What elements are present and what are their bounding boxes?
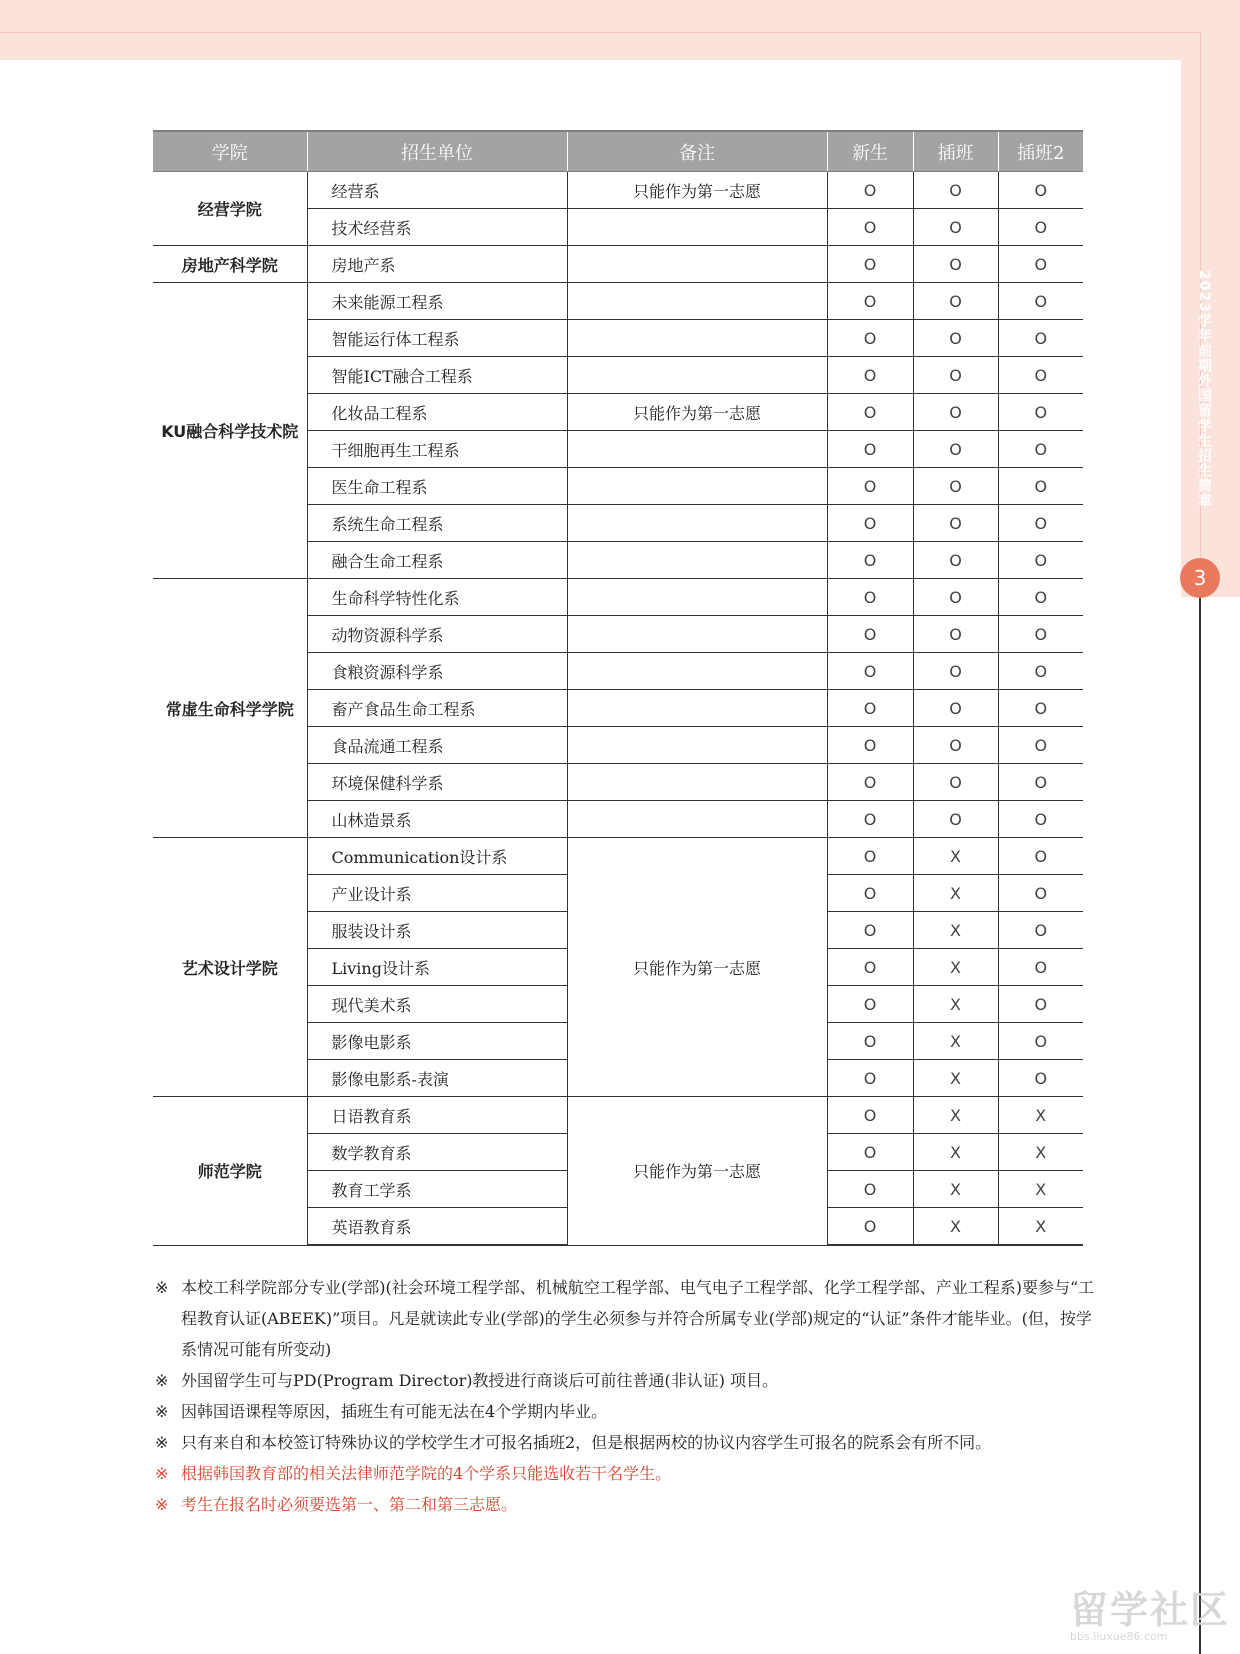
unit-cell: 畜产食品生命工程系 xyxy=(307,690,567,727)
transfer2-mark: O xyxy=(998,653,1083,690)
transfer-mark: O xyxy=(913,505,998,542)
unit-cell: 智能ICT融合工程系 xyxy=(307,357,567,394)
transfer-mark: O xyxy=(913,727,998,764)
unit-cell: 房地产系 xyxy=(307,246,567,283)
header-transfer2: 插班2 xyxy=(998,131,1083,172)
footnote xyxy=(155,1427,1095,1458)
note-cell xyxy=(567,246,827,283)
unit-cell: 日语教育系 xyxy=(307,1097,567,1134)
transfer-mark: O xyxy=(913,690,998,727)
note-cell xyxy=(567,431,827,468)
transfer-mark: O xyxy=(913,283,998,320)
transfer2-mark: O xyxy=(998,468,1083,505)
transfer2-mark: O xyxy=(998,838,1083,875)
freshman-mark: O xyxy=(827,764,913,801)
freshman-mark: O xyxy=(827,431,913,468)
transfer2-mark: X xyxy=(998,1208,1083,1246)
college-cell: KU融合科学技术院 xyxy=(153,283,307,579)
unit-cell: 食粮资源科学系 xyxy=(307,653,567,690)
transfer2-mark: O xyxy=(998,875,1083,912)
table-row xyxy=(153,838,1083,875)
table-row xyxy=(153,172,1083,209)
transfer2-mark: O xyxy=(998,209,1083,246)
note-cell xyxy=(567,801,827,838)
freshman-mark: O xyxy=(827,949,913,986)
unit-cell: Communication设计系 xyxy=(307,838,567,875)
note-cell xyxy=(567,690,827,727)
transfer2-mark: O xyxy=(998,320,1083,357)
transfer-mark: X xyxy=(913,912,998,949)
header-transfer: 插班 xyxy=(913,131,998,172)
note-cell xyxy=(567,320,827,357)
freshman-mark: O xyxy=(827,1060,913,1097)
unit-cell: 山林造景系 xyxy=(307,801,567,838)
freshman-mark: O xyxy=(827,801,913,838)
unit-cell: 英语教育系 xyxy=(307,1208,567,1246)
transfer-mark: O xyxy=(913,172,998,209)
top-decor-band xyxy=(0,0,1240,60)
transfer-mark: O xyxy=(913,320,998,357)
header-note: 备注 xyxy=(567,131,827,172)
unit-cell: 数学教育系 xyxy=(307,1134,567,1171)
freshman-mark: O xyxy=(827,690,913,727)
transfer-mark: X xyxy=(913,986,998,1023)
unit-cell: Living设计系 xyxy=(307,949,567,986)
unit-cell: 化妆品工程系 xyxy=(307,394,567,431)
unit-cell: 影像电影系 xyxy=(307,1023,567,1060)
note-cell: 只能作为第一志愿 xyxy=(567,172,827,209)
footnote-text: 根据韩国教育部的相关法律师范学院的4个学系只能选收若干名学生。 xyxy=(181,1464,672,1483)
college-cell: 房地产科学院 xyxy=(153,246,307,283)
note-cell: 只能作为第一志愿 xyxy=(567,838,827,1097)
transfer-mark: O xyxy=(913,209,998,246)
unit-cell: 干细胞再生工程系 xyxy=(307,431,567,468)
freshman-mark: O xyxy=(827,875,913,912)
transfer-mark: O xyxy=(913,653,998,690)
transfer2-mark: O xyxy=(998,949,1083,986)
frame-line xyxy=(0,32,1200,33)
college-cell: 艺术设计学院 xyxy=(153,838,307,1097)
note-cell xyxy=(567,764,827,801)
freshman-mark: O xyxy=(827,1208,913,1246)
transfer-mark: X xyxy=(913,838,998,875)
transfer2-mark: X xyxy=(998,1171,1083,1208)
transfer2-mark: O xyxy=(998,357,1083,394)
transfer2-mark: O xyxy=(998,616,1083,653)
freshman-mark: O xyxy=(827,246,913,283)
transfer-mark: X xyxy=(913,949,998,986)
unit-cell: 食品流通工程系 xyxy=(307,727,567,764)
transfer-mark: O xyxy=(913,764,998,801)
freshman-mark: O xyxy=(827,209,913,246)
unit-cell: 产业设计系 xyxy=(307,875,567,912)
watermark-logo: 留学社区 xyxy=(1070,1588,1231,1632)
unit-cell: 智能运行体工程系 xyxy=(307,320,567,357)
freshman-mark: O xyxy=(827,468,913,505)
footnote xyxy=(155,1396,1095,1427)
footnotes xyxy=(155,1272,1095,1520)
unit-cell: 服装设计系 xyxy=(307,912,567,949)
transfer2-mark: O xyxy=(998,246,1083,283)
freshman-mark: O xyxy=(827,986,913,1023)
transfer2-mark: O xyxy=(998,172,1083,209)
freshman-mark: O xyxy=(827,1023,913,1060)
unit-cell: 环境保健科学系 xyxy=(307,764,567,801)
reference-mark-icon: ※ xyxy=(155,1278,169,1297)
table-row xyxy=(153,246,1083,283)
page-number-badge: 3 xyxy=(1180,558,1220,598)
reference-mark-icon: ※ xyxy=(155,1371,169,1390)
transfer-mark: O xyxy=(913,394,998,431)
freshman-mark: O xyxy=(827,172,913,209)
reference-mark-icon: ※ xyxy=(155,1464,169,1483)
freshman-mark: O xyxy=(827,283,913,320)
note-cell xyxy=(567,468,827,505)
transfer-mark: O xyxy=(913,431,998,468)
transfer2-mark: O xyxy=(998,505,1083,542)
note-cell xyxy=(567,579,827,616)
transfer-mark: O xyxy=(913,246,998,283)
unit-cell: 影像电影系-表演 xyxy=(307,1060,567,1097)
transfer-mark: X xyxy=(913,1097,998,1134)
header-unit: 招生单位 xyxy=(307,131,567,172)
freshman-mark: O xyxy=(827,579,913,616)
note-cell: 只能作为第一志愿 xyxy=(567,394,827,431)
footnote xyxy=(155,1489,1095,1520)
side-title: 2023学年前期外国留学生招生简章 xyxy=(1196,270,1212,508)
unit-cell: 融合生命工程系 xyxy=(307,542,567,579)
college-cell: 常虚生命科学学院 xyxy=(153,579,307,838)
freshman-mark: O xyxy=(827,357,913,394)
transfer2-mark: O xyxy=(998,1060,1083,1097)
transfer-mark: O xyxy=(913,542,998,579)
transfer2-mark: O xyxy=(998,431,1083,468)
unit-cell: 动物资源科学系 xyxy=(307,616,567,653)
freshman-mark: O xyxy=(827,394,913,431)
college-cell: 经营学院 xyxy=(153,172,307,246)
reference-mark-icon: ※ xyxy=(155,1433,169,1452)
transfer2-mark: O xyxy=(998,764,1083,801)
table-row xyxy=(153,579,1083,616)
footnote xyxy=(155,1365,1095,1396)
freshman-mark: O xyxy=(827,1097,913,1134)
table-row xyxy=(153,283,1083,320)
transfer-mark: O xyxy=(913,579,998,616)
transfer2-mark: O xyxy=(998,283,1083,320)
note-cell xyxy=(567,653,827,690)
freshman-mark: O xyxy=(827,505,913,542)
transfer2-mark: O xyxy=(998,690,1083,727)
side-divider xyxy=(1199,597,1201,1654)
freshman-mark: O xyxy=(827,542,913,579)
note-cell xyxy=(567,616,827,653)
header-college: 学院 xyxy=(153,131,307,172)
transfer-mark: X xyxy=(913,1134,998,1171)
admission-table xyxy=(153,130,1083,1246)
table-header-row xyxy=(153,131,1083,172)
note-cell xyxy=(567,505,827,542)
freshman-mark: O xyxy=(827,320,913,357)
unit-cell: 医生命工程系 xyxy=(307,468,567,505)
freshman-mark: O xyxy=(827,838,913,875)
freshman-mark: O xyxy=(827,616,913,653)
transfer2-mark: O xyxy=(998,801,1083,838)
unit-cell: 系统生命工程系 xyxy=(307,505,567,542)
footnote-text: 本校工科学院部分专业(学部)(社会环境工程学部、机械航空工程学部、电气电子工程学部、化学工程学部、产业工程系)要参与“工程教育认证(ABEEK)”项目。凡是就读此专业(学部)的学生必须参与并符合所属专业(学部)规定的“认证”条件才能毕业。(但，按学系情况可能有所变动) xyxy=(181,1278,1095,1359)
transfer-mark: X xyxy=(913,1060,998,1097)
transfer-mark: O xyxy=(913,801,998,838)
unit-cell: 技术经营系 xyxy=(307,209,567,246)
freshman-mark: O xyxy=(827,1134,913,1171)
footnote xyxy=(155,1272,1095,1365)
college-cell: 师范学院 xyxy=(153,1097,307,1246)
reference-mark-icon: ※ xyxy=(155,1495,169,1514)
transfer2-mark: X xyxy=(998,1097,1083,1134)
transfer-mark: O xyxy=(913,468,998,505)
transfer2-mark: O xyxy=(998,912,1083,949)
transfer-mark: O xyxy=(913,616,998,653)
header-freshman: 新生 xyxy=(827,131,913,172)
unit-cell: 教育工学系 xyxy=(307,1171,567,1208)
freshman-mark: O xyxy=(827,912,913,949)
freshman-mark: O xyxy=(827,727,913,764)
transfer2-mark: O xyxy=(998,727,1083,764)
freshman-mark: O xyxy=(827,653,913,690)
note-cell xyxy=(567,283,827,320)
transfer2-mark: O xyxy=(998,542,1083,579)
transfer-mark: X xyxy=(913,875,998,912)
unit-cell: 未来能源工程系 xyxy=(307,283,567,320)
unit-cell: 生命科学特性化系 xyxy=(307,579,567,616)
unit-cell: 现代美术系 xyxy=(307,986,567,1023)
transfer2-mark: O xyxy=(998,1023,1083,1060)
table-row xyxy=(153,1097,1083,1134)
transfer2-mark: O xyxy=(998,394,1083,431)
note-cell xyxy=(567,727,827,764)
note-cell xyxy=(567,357,827,394)
reference-mark-icon: ※ xyxy=(155,1402,169,1421)
footnote xyxy=(155,1458,1095,1489)
footnote-text: 因韩国语课程等原因，插班生有可能无法在4个学期内毕业。 xyxy=(181,1402,608,1421)
transfer2-mark: X xyxy=(998,1134,1083,1171)
transfer-mark: X xyxy=(913,1208,998,1246)
transfer2-mark: O xyxy=(998,986,1083,1023)
freshman-mark: O xyxy=(827,1171,913,1208)
transfer-mark: X xyxy=(913,1171,998,1208)
footnote-text: 只有来自和本校签订特殊协议的学校学生才可报名插班2，但是根据两校的协议内容学生可报名的院系会有所不同。 xyxy=(181,1433,992,1452)
footnote-text: 外国留学生可与PD(Program Director)教授进行商谈后可前往普通(非认证) 项目。 xyxy=(181,1371,779,1390)
watermark-url: bbs.liuxue86.com xyxy=(1070,1630,1168,1643)
unit-cell: 经营系 xyxy=(307,172,567,209)
transfer-mark: X xyxy=(913,1023,998,1060)
transfer2-mark: O xyxy=(998,579,1083,616)
note-cell: 只能作为第一志愿 xyxy=(567,1097,827,1246)
note-cell xyxy=(567,209,827,246)
watermark xyxy=(1070,1590,1235,1650)
note-cell xyxy=(567,542,827,579)
footnote-text: 考生在报名时必须要选第一、第二和第三志愿。 xyxy=(181,1495,518,1514)
transfer-mark: O xyxy=(913,357,998,394)
